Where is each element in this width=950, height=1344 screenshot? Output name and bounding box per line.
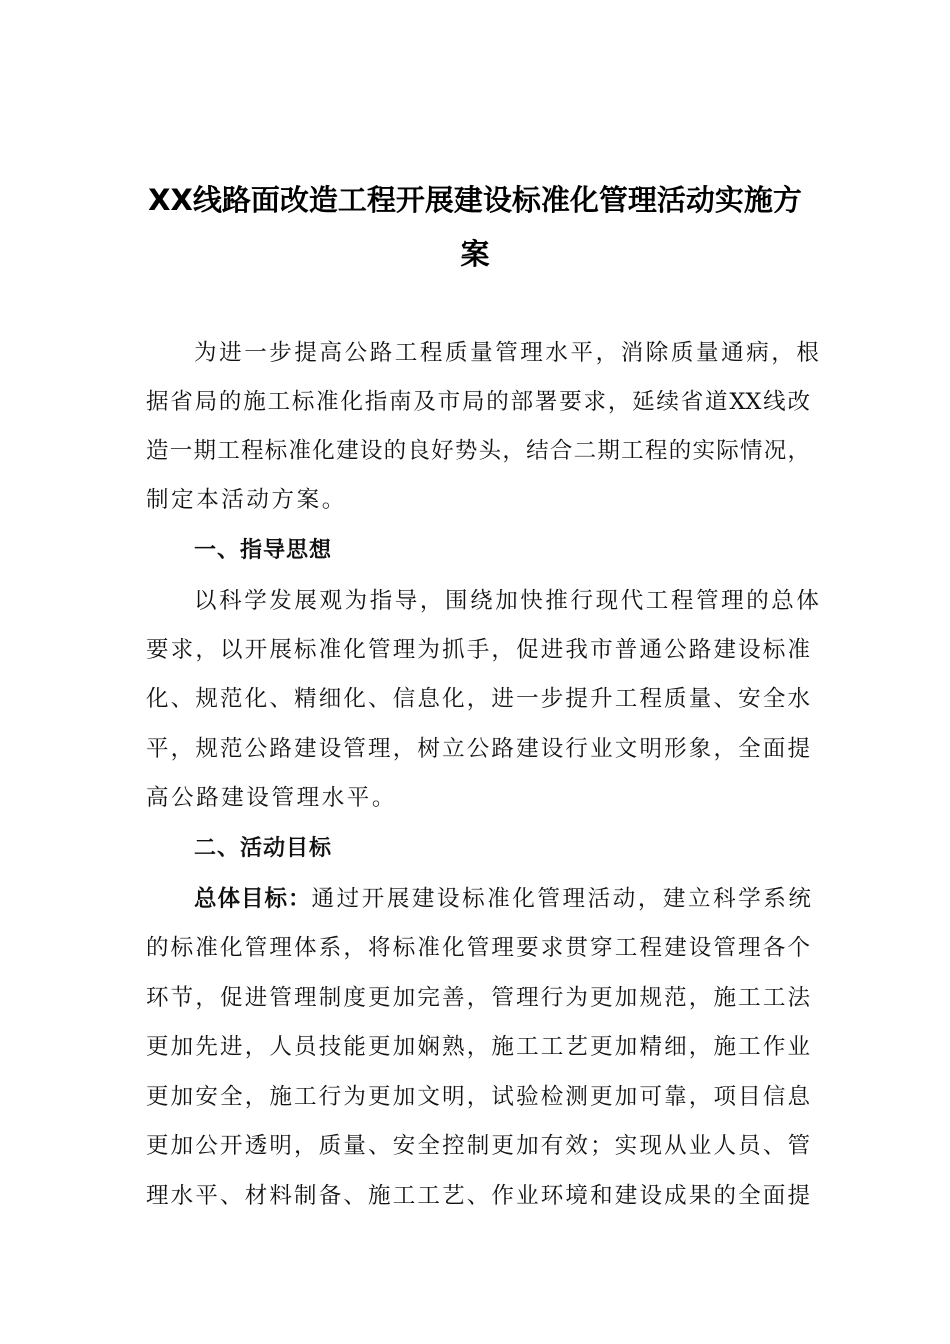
section1-line: 化、规范化、精细化、信息化，进一步提升工程质量、安全水 (146, 686, 810, 712)
section2-line: 更加安全，施工行为更加文明，试验检测更加可靠，项目信息 (146, 1084, 810, 1110)
intro-line: 制定本活动方案。 (146, 487, 347, 513)
intro-line: 为进一步提高公路工程质量管理水平，消除质量通病，根 (194, 340, 822, 366)
intro-line: 据省局的施工标准化指南及市局的部署要求，延续省道XX线改 (146, 389, 810, 415)
document-title: XX线路面改造工程开展建设标准化管理活动实施方 (148, 183, 802, 217)
overall-goal-text: 通过开展建设标准化管理活动，建立科学系统 (311, 886, 814, 912)
section1-line: 高公路建设管理水平。 (146, 785, 398, 811)
section1-line: 要求，以开展标准化管理为抓手，促进我市普通公路建设标准 (146, 637, 810, 663)
section2-line: 环节，促进管理制度更加完善，管理行为更加规范，施工工法 (146, 985, 810, 1011)
document-title-continued: 案 (460, 237, 490, 271)
section2-line: 更加公开透明，质量、安全控制更加有效；实现从业人员、管 (146, 1133, 810, 1159)
section1-line: 以科学发展观为指导，围绕加快推行现代工程管理的总体 (194, 588, 822, 614)
section2-line: 理水平、材料制备、施工工艺、作业环境和建设成果的全面提 (146, 1183, 810, 1209)
overall-goal-label: 总体目标： (194, 886, 312, 912)
section2-lead-line (194, 884, 814, 914)
section2-line: 的标准化管理体系，将标准化管理要求贯穿工程建设管理各个 (146, 935, 810, 961)
section1-line: 平，规范公路建设管理，树立公路建设行业文明形象，全面提 (146, 736, 810, 762)
section-heading-activity-goals: 二、活动目标 (194, 836, 333, 861)
intro-line: 造一期工程标准化建设的良好势头，结合二期工程的实际情况， (146, 438, 810, 464)
section2-line: 更加先进，人员技能更加娴熟，施工工艺更加精细，施工作业 (146, 1034, 810, 1060)
section-heading-guiding-ideology: 一、指导思想 (194, 538, 333, 563)
